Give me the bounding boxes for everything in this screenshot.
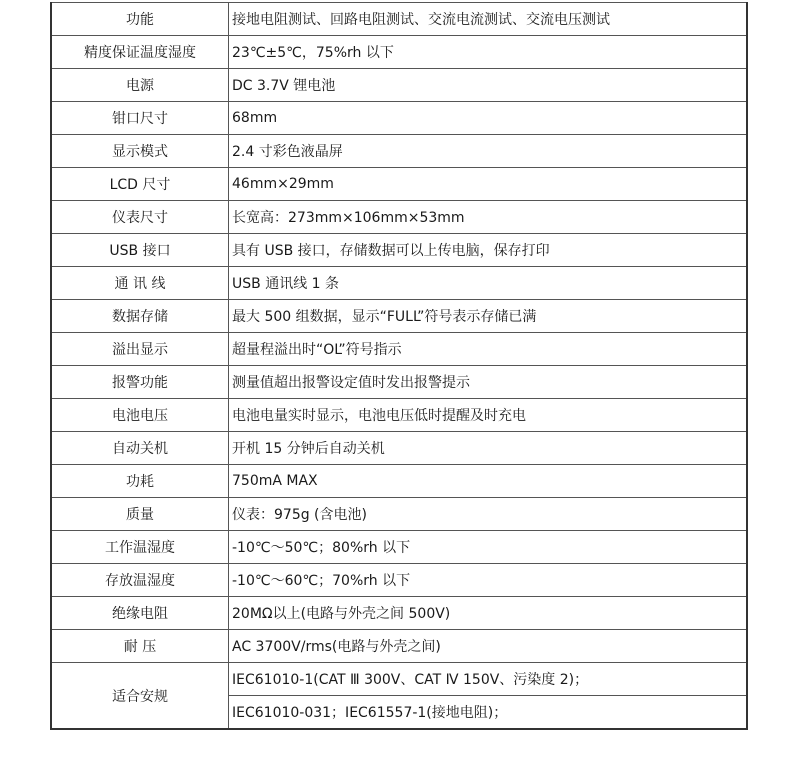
spec-value: 长宽高：273mm×106mm×53mm xyxy=(229,201,748,234)
spec-label: 功能 xyxy=(51,3,229,36)
spec-value: 电池电量实时显示，电池电压低时提醒及时充电 xyxy=(229,399,748,432)
spec-label: 绝缘电阻 xyxy=(51,597,229,630)
spec-label: 耐 压 xyxy=(51,630,229,663)
spec-value: 仪表：975g (含电池) xyxy=(229,498,748,531)
spec-label: LCD 尺寸 xyxy=(51,168,229,201)
spec-value: -10℃～60℃；70%rh 以下 xyxy=(229,564,748,597)
spec-label: 电池电压 xyxy=(51,399,229,432)
table-row xyxy=(51,102,747,135)
table-row xyxy=(51,300,747,333)
table-row xyxy=(51,333,747,366)
spec-label: 电源 xyxy=(51,69,229,102)
spec-value: 测量值超出报警设定值时发出报警提示 xyxy=(229,366,748,399)
spec-value: 750mA MAX xyxy=(229,465,748,498)
spec-label: 数据存储 xyxy=(51,300,229,333)
spec-label: 仪表尺寸 xyxy=(51,201,229,234)
spec-value: AC 3700V/rms(电路与外壳之间) xyxy=(229,630,748,663)
table-row xyxy=(51,531,747,564)
spec-label: 功耗 xyxy=(51,465,229,498)
table-row xyxy=(51,201,747,234)
spec-value: 20MΩ以上(电路与外壳之间 500V) xyxy=(229,597,748,630)
spec-value: 最大 500 组数据，显示“FULL”符号表示存储已满 xyxy=(229,300,748,333)
table-row xyxy=(51,168,747,201)
spec-label: 精度保证温度湿度 xyxy=(51,36,229,69)
table-row xyxy=(51,3,747,36)
spec-value: 具有 USB 接口，存储数据可以上传电脑，保存打印 xyxy=(229,234,748,267)
spec-value: 超量程溢出时“OL”符号指示 xyxy=(229,333,748,366)
table-row xyxy=(51,366,747,399)
spec-label: 报警功能 xyxy=(51,366,229,399)
spec-label: 显示模式 xyxy=(51,135,229,168)
table-row xyxy=(51,564,747,597)
spec-value: -10℃～50℃；80%rh 以下 xyxy=(229,531,748,564)
table-row xyxy=(51,69,747,102)
spec-value: 2.4 寸彩色液晶屏 xyxy=(229,135,748,168)
table-row xyxy=(51,399,747,432)
spec-value: 23℃±5℃，75%rh 以下 xyxy=(229,36,748,69)
spec-label: USB 接口 xyxy=(51,234,229,267)
spec-label: 质量 xyxy=(51,498,229,531)
compliance-label: 适合安规 xyxy=(51,663,229,730)
spec-label: 存放温湿度 xyxy=(51,564,229,597)
table-row xyxy=(51,36,747,69)
table-row xyxy=(51,663,747,696)
spec-label: 通 讯 线 xyxy=(51,267,229,300)
compliance-value: IEC61010-031；IEC61557-1(接地电阻)； xyxy=(229,696,748,730)
spec-label: 溢出显示 xyxy=(51,333,229,366)
spec-label: 工作温湿度 xyxy=(51,531,229,564)
table-row xyxy=(51,432,747,465)
spec-label: 钳口尺寸 xyxy=(51,102,229,135)
table-row xyxy=(51,498,747,531)
spec-value: 开机 15 分钟后自动关机 xyxy=(229,432,748,465)
table-row xyxy=(51,465,747,498)
spec-value: 46mm×29mm xyxy=(229,168,748,201)
spec-table xyxy=(50,2,748,730)
spec-label: 自动关机 xyxy=(51,432,229,465)
spec-value: 接地电阻测试、回路电阻测试、交流电流测试、交流电压测试 xyxy=(229,3,748,36)
spec-value: 68mm xyxy=(229,102,748,135)
spec-value: USB 通讯线 1 条 xyxy=(229,267,748,300)
compliance-value: IEC61010-1(CAT Ⅲ 300V、CAT Ⅳ 150V、污染度 2)； xyxy=(229,663,748,696)
spec-value: DC 3.7V 锂电池 xyxy=(229,69,748,102)
table-row xyxy=(51,597,747,630)
table-row xyxy=(51,267,747,300)
table-row xyxy=(51,234,747,267)
table-row xyxy=(51,630,747,663)
table-row xyxy=(51,135,747,168)
